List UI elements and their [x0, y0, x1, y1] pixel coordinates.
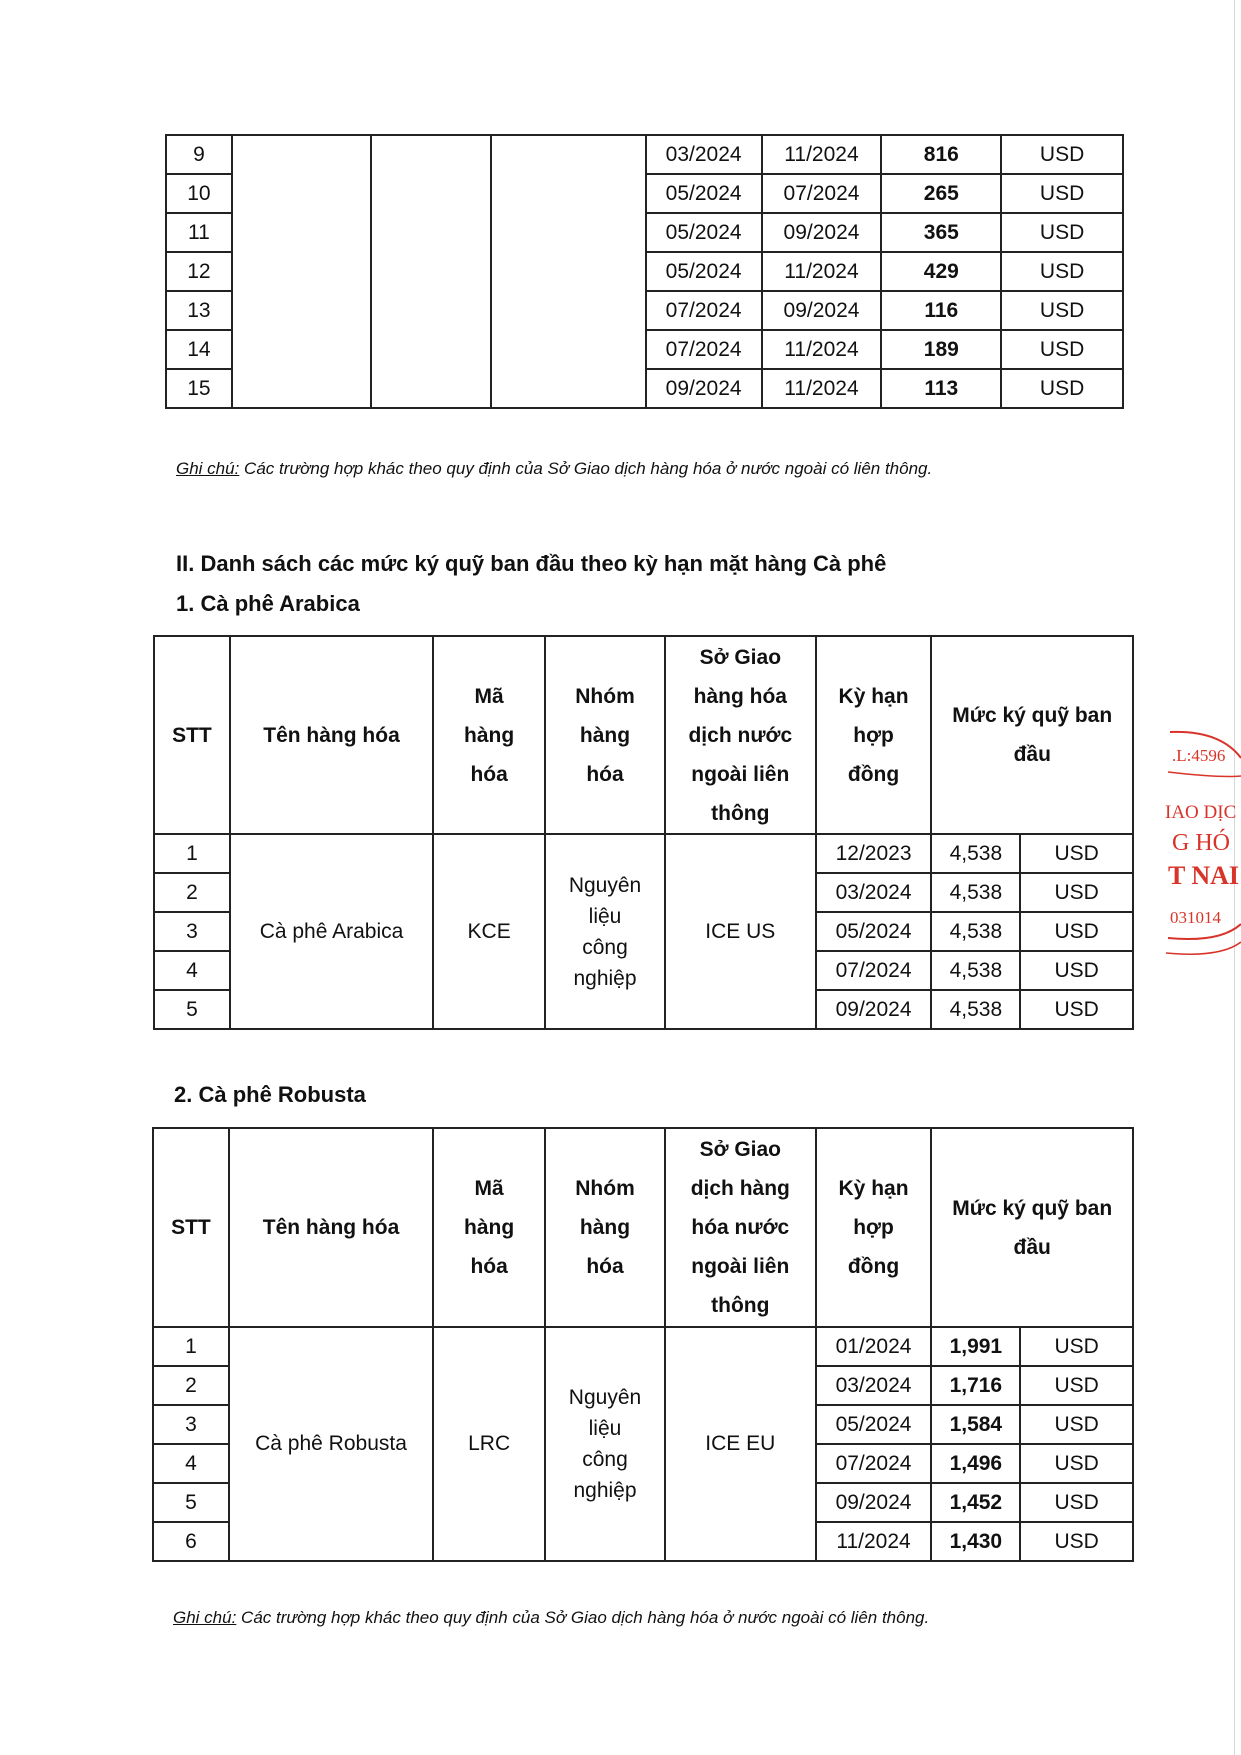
- contract-term: 07/2024: [816, 951, 932, 990]
- margin-value: 4,538: [931, 951, 1020, 990]
- row-stt: 15: [166, 369, 232, 408]
- currency: USD: [1001, 291, 1123, 330]
- currency: USD: [1001, 252, 1123, 291]
- row-stt: 1: [154, 834, 230, 873]
- table-row: [153, 1327, 1133, 1366]
- currency: USD: [1020, 1522, 1133, 1561]
- row-stt: 9: [166, 135, 232, 174]
- table-row: [154, 834, 1133, 873]
- stamp-line: IAO DỊC: [1165, 802, 1237, 823]
- row-stt: 11: [166, 213, 232, 252]
- term-to: 09/2024: [762, 213, 882, 252]
- contract-term: 03/2024: [816, 1366, 932, 1405]
- row-stt: 10: [166, 174, 232, 213]
- row-stt: 12: [166, 252, 232, 291]
- exchange-name: ICE EU: [665, 1327, 816, 1561]
- contract-term: 01/2024: [816, 1327, 932, 1366]
- note-label: Ghi chú:: [176, 459, 240, 478]
- term-to: 11/2024: [762, 369, 882, 408]
- header-group: Nhóm hàng hóa: [545, 636, 665, 834]
- table-row: [166, 135, 1123, 174]
- header-code: Mã hàng hóa: [433, 636, 545, 834]
- margin-value: 116: [881, 291, 1001, 330]
- stamp-line: T NAI: [1168, 861, 1240, 890]
- margin-value: 265: [881, 174, 1001, 213]
- currency: USD: [1020, 1366, 1133, 1405]
- header-group: Nhóm hàng hóa: [545, 1128, 665, 1327]
- note-label: Ghi chú:: [173, 1608, 237, 1627]
- margin-value: 365: [881, 213, 1001, 252]
- note-2: [173, 1608, 929, 1628]
- margin-value: 113: [881, 369, 1001, 408]
- row-stt: 2: [153, 1366, 229, 1405]
- commodity-group: Nguyên liệu công nghiệp: [545, 1327, 665, 1561]
- contract-term: 09/2024: [816, 990, 932, 1029]
- term-to: 07/2024: [762, 174, 882, 213]
- currency: USD: [1001, 174, 1123, 213]
- row-stt: 14: [166, 330, 232, 369]
- term-from: 07/2024: [646, 330, 762, 369]
- merged-name-cell: [232, 135, 372, 408]
- header-stt: STT: [154, 636, 230, 834]
- header-margin: Mức ký quỹ ban đầu: [931, 636, 1133, 834]
- header-exchange: Sở Giao hàng hóa dịch nước ngoài liên thông: [665, 636, 816, 834]
- commodity-code: LRC: [433, 1327, 545, 1561]
- margin-value: 1,452: [931, 1483, 1020, 1522]
- merged-group-cell: [491, 135, 646, 408]
- header-margin: Mức ký quỹ ban đầu: [931, 1128, 1133, 1327]
- robusta-subheading: 2. Cà phê Robusta: [174, 1082, 366, 1107]
- header-code: Mã hàng hóa: [433, 1128, 545, 1327]
- margin-value: 1,584: [931, 1405, 1020, 1444]
- margin-value: 4,538: [931, 873, 1020, 912]
- section-2-heading: II. Danh sách các mức ký quỹ ban đầu theo kỳ hạn mặt hàng Cà phê: [176, 551, 887, 576]
- row-stt: 1: [153, 1327, 229, 1366]
- margin-value: 1,496: [931, 1444, 1020, 1483]
- note-text: Các trường hợp khác theo quy định của Sở Giao dịch hàng hóa ở nước ngoài có liên thông.: [236, 1608, 930, 1627]
- margin-value: 189: [881, 330, 1001, 369]
- term-from: 07/2024: [646, 291, 762, 330]
- commodity-group: Nguyên liệu công nghiệp: [545, 834, 665, 1029]
- term-to: 11/2024: [762, 330, 882, 369]
- exchange-name: ICE US: [665, 834, 816, 1029]
- stamp-line: G HÓ: [1172, 830, 1230, 856]
- currency: USD: [1020, 1405, 1133, 1444]
- currency: USD: [1020, 912, 1133, 951]
- header-stt: STT: [153, 1128, 229, 1327]
- arabica-subheading: 1. Cà phê Arabica: [176, 591, 360, 616]
- note-1: [176, 459, 932, 479]
- row-stt: 4: [154, 951, 230, 990]
- commodity-name: Cà phê Robusta: [229, 1327, 433, 1561]
- currency: USD: [1020, 990, 1133, 1029]
- continued-margin-table: [165, 134, 1124, 409]
- header-term: Kỳ hạn hợp đồng: [816, 1128, 932, 1327]
- currency: USD: [1020, 951, 1133, 990]
- term-to: 11/2024: [762, 252, 882, 291]
- term-from: 03/2024: [646, 135, 762, 174]
- row-stt: 3: [153, 1405, 229, 1444]
- margin-value: 429: [881, 252, 1001, 291]
- row-stt: 5: [153, 1483, 229, 1522]
- contract-term: 09/2024: [816, 1483, 932, 1522]
- header-term: Kỳ hạn hợp đồng: [816, 636, 932, 834]
- currency: USD: [1001, 369, 1123, 408]
- margin-value: 1,716: [931, 1366, 1020, 1405]
- row-stt: 2: [154, 873, 230, 912]
- row-stt: 4: [153, 1444, 229, 1483]
- term-to: 11/2024: [762, 135, 882, 174]
- term-from: 09/2024: [646, 369, 762, 408]
- currency: USD: [1020, 834, 1133, 873]
- row-stt: 6: [153, 1522, 229, 1561]
- header-name: Tên hàng hóa: [229, 1128, 433, 1327]
- currency: USD: [1001, 213, 1123, 252]
- contract-term: 12/2023: [816, 834, 932, 873]
- currency: USD: [1020, 1483, 1133, 1522]
- commodity-name: Cà phê Arabica: [230, 834, 433, 1029]
- margin-value: 1,430: [931, 1522, 1020, 1561]
- header-exchange: Sở Giao dịch hàng hóa nước ngoài liên thông: [665, 1128, 816, 1327]
- margin-value: 1,991: [931, 1327, 1020, 1366]
- margin-value: 4,538: [931, 990, 1020, 1029]
- stamp-line: 031014: [1170, 908, 1221, 927]
- contract-term: 03/2024: [816, 873, 932, 912]
- stamp-line: .L:4596: [1172, 746, 1226, 765]
- header-name: Tên hàng hóa: [230, 636, 433, 834]
- robusta-table: [152, 1127, 1134, 1562]
- currency: USD: [1020, 873, 1133, 912]
- note-text: Các trường hợp khác theo quy định của Sở Giao dịch hàng hóa ở nước ngoài có liên thông.: [239, 459, 933, 478]
- merged-code-cell: [371, 135, 491, 408]
- currency: USD: [1001, 330, 1123, 369]
- row-stt: 3: [154, 912, 230, 951]
- term-to: 09/2024: [762, 291, 882, 330]
- contract-term: 05/2024: [816, 912, 932, 951]
- currency: USD: [1020, 1444, 1133, 1483]
- term-from: 05/2024: [646, 213, 762, 252]
- term-from: 05/2024: [646, 174, 762, 213]
- term-from: 05/2024: [646, 252, 762, 291]
- margin-value: 4,538: [931, 834, 1020, 873]
- margin-value: 4,538: [931, 912, 1020, 951]
- row-stt: 13: [166, 291, 232, 330]
- contract-term: 07/2024: [816, 1444, 932, 1483]
- row-stt: 5: [154, 990, 230, 1029]
- margin-value: 816: [881, 135, 1001, 174]
- arabica-table: [153, 635, 1134, 1030]
- contract-term: 11/2024: [816, 1522, 932, 1561]
- contract-term: 05/2024: [816, 1405, 932, 1444]
- company-stamp: [1160, 728, 1241, 958]
- commodity-code: KCE: [433, 834, 545, 1029]
- currency: USD: [1020, 1327, 1133, 1366]
- currency: USD: [1001, 135, 1123, 174]
